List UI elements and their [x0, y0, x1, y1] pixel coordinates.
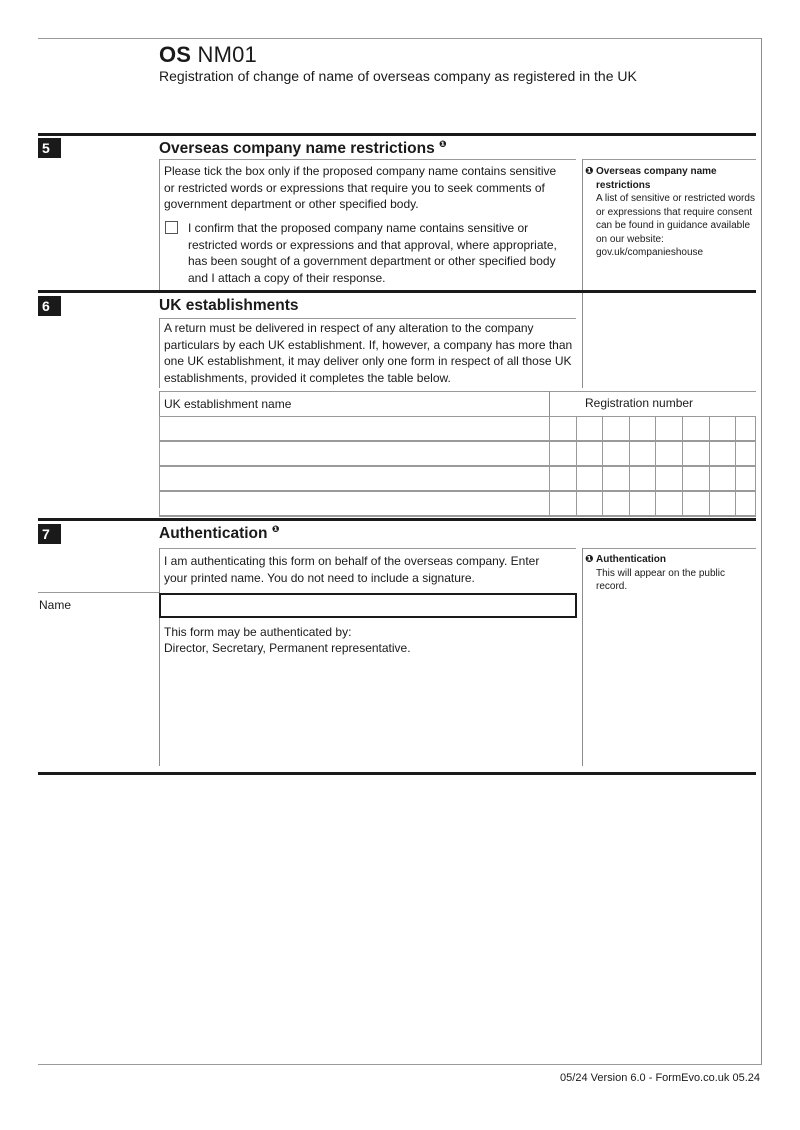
table-bottom	[159, 516, 756, 517]
authenticator-name-input[interactable]	[159, 593, 577, 618]
establishment-name-input[interactable]	[159, 416, 550, 441]
section5-checkbox-label: I confirm that the proposed company name contains sensitive or restricted words or expressions and that approval, where appropriate, has been sought of a government department or other specified body and I attach a copy of their response.	[188, 221, 557, 285]
section7-side-note	[585, 553, 746, 594]
side-note-heading: Overseas company name restrictions	[596, 166, 717, 191]
section7-title	[159, 524, 279, 543]
registration-digit-input[interactable]	[682, 466, 710, 491]
name-label-rule	[38, 592, 159, 593]
right-frame-rule	[761, 38, 762, 1065]
form-subtitle: Registration of change of name of overseas company as registered in the UK	[159, 68, 637, 84]
establishment-name-input[interactable]	[159, 466, 550, 491]
sensitive-words-checkbox[interactable]	[165, 221, 178, 234]
registration-digit-input[interactable]	[629, 441, 657, 466]
table-top	[159, 391, 756, 392]
section7-box-left	[159, 548, 160, 766]
section7-number: 7	[38, 524, 61, 544]
section7-instructions: I am authenticating this form on behalf of the overseas company. Enter your printed name. You do not need to include a signature.	[164, 554, 540, 585]
registration-digit-input[interactable]	[682, 441, 710, 466]
table-col-divider	[549, 391, 550, 416]
info-icon: ❶	[271, 524, 280, 534]
section6-side-left	[582, 293, 583, 388]
registration-digit-input[interactable]	[576, 466, 604, 491]
auth-by-roles: Director, Secretary, Permanent representative.	[164, 641, 411, 655]
section5-side-note	[585, 165, 756, 260]
section5-box-left	[159, 159, 160, 290]
section6-rule	[38, 290, 756, 293]
section7-end-rule	[38, 772, 756, 775]
section6-box-left	[159, 318, 160, 388]
info-icon: ❶	[585, 554, 594, 565]
registration-digit-input[interactable]	[709, 491, 737, 516]
side-note-text: This will appear on the public record.	[596, 567, 725, 592]
registration-digit-input[interactable]	[655, 416, 683, 441]
registration-digit-input[interactable]	[576, 416, 604, 441]
registration-digit-input[interactable]	[629, 466, 657, 491]
registration-digit-input[interactable]	[709, 441, 737, 466]
section5-instructions: Please tick the box only if the proposed company name contains sensitive or restricted words or expressions that require you to seek comments of government department or other specified body.	[164, 164, 557, 211]
registration-digit-input[interactable]	[655, 466, 683, 491]
section7-side-top	[582, 548, 756, 549]
registration-digit-input[interactable]	[629, 416, 657, 441]
registration-digit-input[interactable]	[629, 491, 657, 516]
registration-digit-input[interactable]	[735, 466, 756, 491]
footer-version: 05/24 Version 6.0 - FormEvo.co.uk 05.24	[560, 1072, 760, 1084]
col-registration-number: Registration number	[585, 396, 694, 410]
section5-number: 5	[38, 138, 61, 158]
col-establishment-name: UK establishment name	[164, 397, 292, 411]
section7-rule	[38, 518, 756, 521]
info-icon: ❶	[585, 166, 594, 177]
establishment-name-input[interactable]	[159, 441, 550, 466]
section7-box-top	[159, 548, 576, 549]
section5-side-top	[582, 159, 756, 160]
section6-number: 6	[38, 296, 61, 316]
registration-digit-input[interactable]	[549, 416, 577, 441]
registration-digit-input[interactable]	[735, 441, 756, 466]
registration-digit-input[interactable]	[682, 491, 710, 516]
registration-digit-input[interactable]	[735, 491, 756, 516]
registration-digit-input[interactable]	[709, 416, 737, 441]
registration-digit-input[interactable]	[576, 441, 604, 466]
registration-digit-input[interactable]	[602, 416, 630, 441]
section5-rule	[38, 133, 756, 136]
section5-title	[159, 139, 447, 158]
form-title	[159, 42, 257, 68]
section6-box-top	[159, 318, 576, 319]
registration-digit-input[interactable]	[735, 416, 756, 441]
registration-digit-input[interactable]	[549, 441, 577, 466]
bottom-rule	[38, 1064, 762, 1065]
section6-title: UK establishments	[159, 297, 299, 314]
registration-digit-input[interactable]	[709, 466, 737, 491]
registration-digit-input[interactable]	[602, 491, 630, 516]
registration-digit-input[interactable]	[549, 466, 577, 491]
top-rule	[38, 38, 762, 39]
form-code-bold: OS	[159, 42, 192, 67]
section7-title-text: Authentication	[159, 525, 268, 543]
registration-digit-input[interactable]	[549, 491, 577, 516]
name-label: Name	[39, 598, 72, 612]
auth-by-label: This form may be authenticated by:	[164, 625, 352, 639]
establishment-name-input[interactable]	[159, 491, 550, 516]
section5-box-top	[159, 159, 576, 160]
info-icon: ❶	[439, 139, 447, 149]
registration-digit-input[interactable]	[602, 441, 630, 466]
registration-digit-input[interactable]	[576, 491, 604, 516]
section7-side-left	[582, 548, 583, 766]
section5-title-text: Overseas company name restrictions	[159, 140, 435, 158]
side-note-text: A list of sensitive or restricted words or expressions that require consent can be found in guidance available on our website: gov.uk/companieshouse	[596, 193, 755, 258]
form-code: NM01	[197, 42, 257, 67]
section5-side-left	[582, 159, 583, 290]
registration-digit-input[interactable]	[655, 491, 683, 516]
registration-digit-input[interactable]	[655, 441, 683, 466]
registration-digit-input[interactable]	[682, 416, 710, 441]
side-note-heading: Authentication	[596, 554, 666, 565]
registration-digit-input[interactable]	[602, 466, 630, 491]
section6-instructions: A return must be delivered in respect of any alteration to the company particulars by each UK establishment. If, however, a company has more than one UK establishment, it may deliver only one form in respect of all those UK establishments, provided it completes the table below.	[164, 321, 573, 385]
